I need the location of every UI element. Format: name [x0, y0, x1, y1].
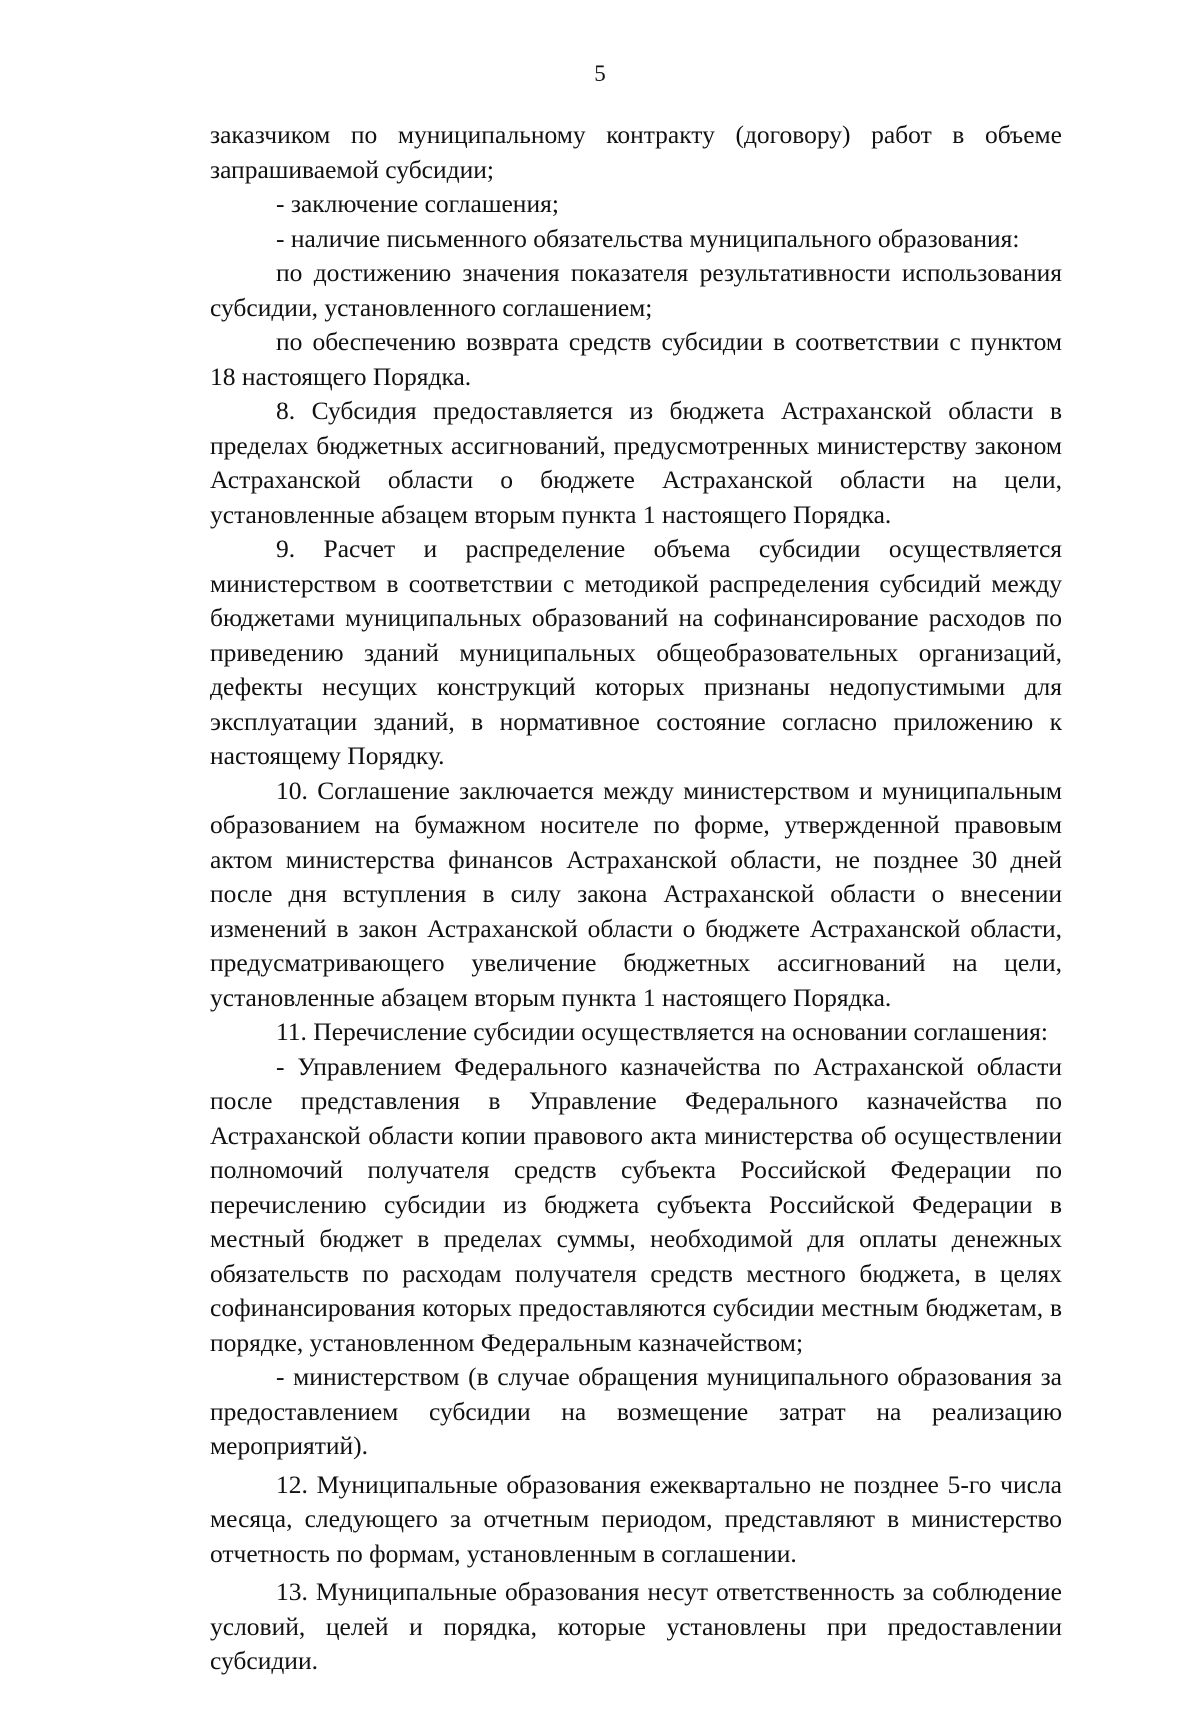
document-body	[210, 118, 1062, 1679]
paragraph-item-9: 9. Расчет и распределение объема субсидии осуществляется министерством в соответствии с методикой распределения субсидий между бюджетами муниципальных образований на софинансирование расходов по приведению зданий муниципальных общеобразовательных организаций, дефекты несущих конструкций которых признаны недопустимыми для эксплуатации зданий, в нормативное состояние согласно приложению к настоящему Порядку.	[210, 534, 1062, 770]
paragraph-obligation-return: по обеспечению возврата средств субсидии в соответствии с пунктом 18 настоящего Порядка.	[210, 327, 1062, 391]
paragraph-item-8: 8. Субсидия предоставляется из бюджета Астраханской области в пределах бюджетных ассигнований, предусмотренных министерству законом Астраханской области о бюджете Астраханской области на цели, установленные абзацем вторым пункта 1 настоящего Порядка.	[210, 396, 1062, 529]
paragraph-item-13: 13. Муниципальные образования несут ответственность за соблюдение условий, целей и порядка, которые установлены при предоставлении субсидии.	[210, 1577, 1062, 1675]
paragraph-item-11: 11. Перечисление субсидии осуществляется на основании соглашения:	[276, 1017, 1048, 1046]
paragraph-bullet-obligation: - наличие письменного обязательства муниципального образования:	[276, 223, 1020, 253]
paragraph-item-11-treasury: - Управлением Федерального казначейства по Астраханской области после представления в Управление Федерального казначейства по Астраханской области копии правового акта министерства об осуществлении полномочий получателя средств субъекта Российской Федерации по перечислению субсидии из бюджета субъекта Российской Федерации в местный бюджет в пределах суммы, необходимой для оплаты денежных обязательств по расходам получателя средств местного бюджета, в целях софинансирования которых предоставляются субсидии местным бюджетам, в порядке, установленном Федеральным казначейством;	[210, 1051, 1062, 1357]
paragraph-item-11-ministry: - министерством (в случае обращения муниципального образования за предоставлением субсидии на возмещение затрат на реализацию мероприятий).	[210, 1362, 1062, 1460]
paragraph-continuation: заказчиком по муниципальному контракту (договору) работ в объеме запрашиваемой субсидии;	[210, 120, 1062, 184]
paragraph-item-12: 12. Муниципальные образования ежеквартально не позднее 5-го числа месяца, следующего за отчетным периодом, представляют в министерство отчетность по формам, установленным в соглашении.	[210, 1469, 1062, 1568]
paragraph-item-10: 10. Соглашение заключается между министерством и муниципальным образованием на бумажном носителе по форме, утвержденной правовым актом министерства финансов Астраханской области, не позднее 30 дней после дня вступления в силу закона Астраханской области о внесении изменений в закон Астраханской области о бюджете Астраханской области, предусматривающего увеличение бюджетных ассигнований на цели, установленные абзацем вторым пункта 1 настоящего Порядка.	[210, 775, 1062, 1012]
paragraph-bullet-agreement: - заключение соглашения;	[276, 189, 559, 218]
page-number: 5	[594, 61, 606, 86]
paragraph-obligation-indicator: по достижению значения показателя результативности использования субсидии, установленного соглашением;	[210, 258, 1062, 322]
